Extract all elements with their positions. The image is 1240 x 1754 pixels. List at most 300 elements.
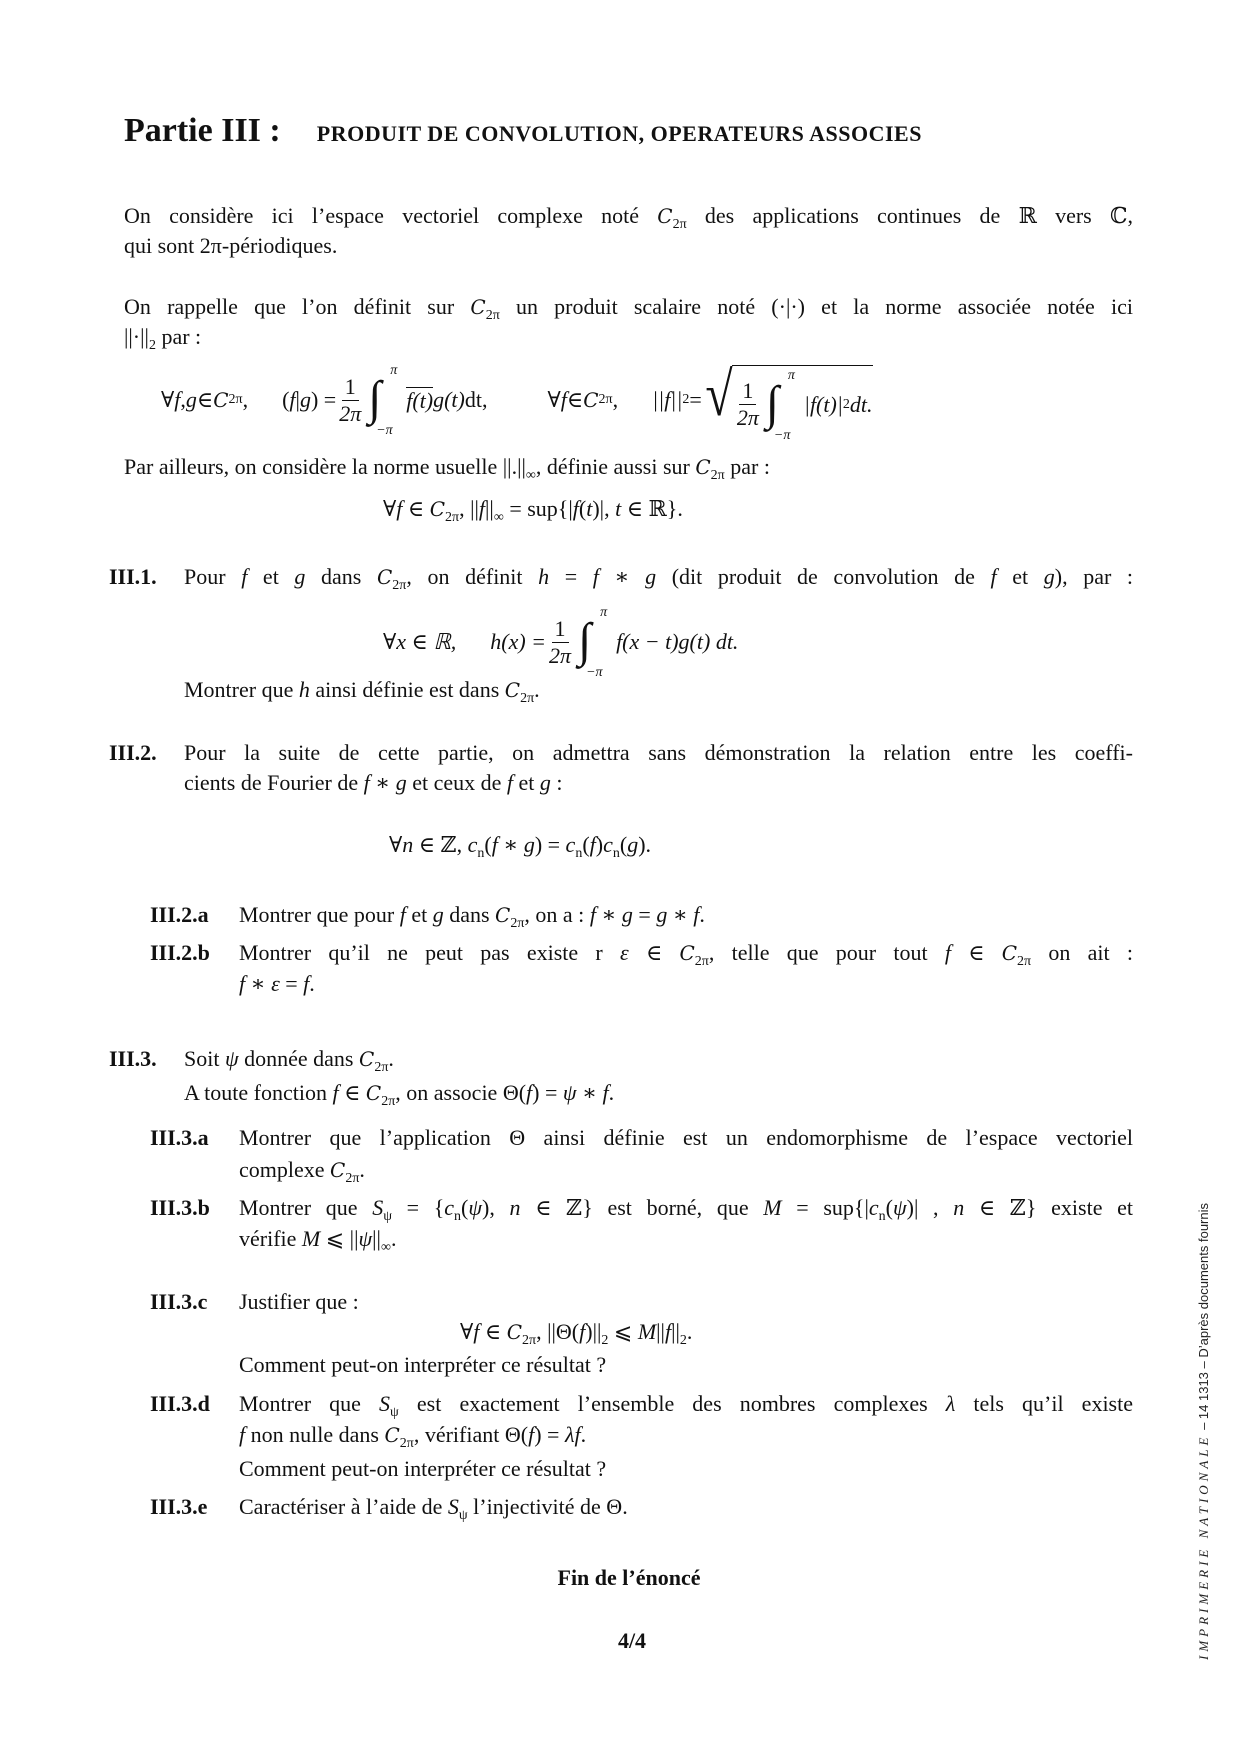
text-line-q2a — [184, 738, 1133, 768]
math-i: f — [478, 496, 486, 521]
text: = sup{| — [503, 496, 573, 521]
text: vérifie — [239, 1226, 302, 1251]
text: ) = — [534, 1422, 565, 1447]
f3-lhs: h(x) = — [490, 629, 547, 654]
integral-sign: π ∫ −π — [368, 363, 398, 438]
math-i: f — [579, 1319, 586, 1344]
math-i: S — [372, 1195, 384, 1220]
math-i: f — [303, 971, 310, 996]
text: Justifier que : — [239, 1289, 359, 1314]
text: = — [279, 971, 304, 996]
text: ) = — [534, 832, 566, 857]
math-i: f — [572, 496, 579, 521]
text-line-q3aa — [239, 1123, 1133, 1153]
math-i: f — [241, 564, 248, 589]
math-i: f — [589, 832, 596, 857]
text-line-q3b — [184, 1078, 614, 1108]
math-sub: 2π — [672, 217, 687, 231]
f1-g: g — [185, 387, 197, 412]
math-i: M — [637, 1319, 657, 1344]
text: ⩽ — [608, 1319, 638, 1344]
text: ∗ — [245, 971, 272, 996]
text: = sup{| — [781, 1195, 869, 1220]
text: Comment peut-on interpréter ce résultat ? — [239, 1352, 607, 1377]
text: ∈ ℤ} existe et — [964, 1195, 1133, 1220]
label-III-3-b: III.3.b — [150, 1195, 210, 1220]
text: . — [686, 1319, 693, 1344]
denominator: 2π — [736, 405, 759, 430]
text-line-f4 — [389, 830, 651, 860]
math-cal: C — [506, 1320, 523, 1344]
text: ∀ — [389, 832, 403, 857]
math-i: g — [294, 564, 306, 589]
text: Pour la suite de cette partie, on admettra sans démonstration la relation entre les coeffi- — [184, 740, 1133, 765]
text: ainsi définie est dans — [309, 677, 505, 702]
math-i: M — [301, 1226, 321, 1251]
f1-dt2: dt. — [849, 391, 873, 417]
text: ∈ ℤ, — [413, 832, 468, 857]
label-III-2-a: III.2.a — [150, 902, 209, 927]
text: || — [485, 496, 494, 521]
text: et — [247, 564, 295, 589]
fraction — [737, 378, 759, 431]
text-line-q1a — [184, 562, 1133, 592]
upper-bound: π — [600, 605, 608, 620]
f3-lead: ∀x ∈ ℝ, — [383, 629, 457, 654]
label-III-3-e: III.3.e — [150, 1494, 208, 1519]
f1-lhs-f: f — [289, 387, 296, 412]
text-line-q2ba — [239, 938, 1133, 968]
text: A toute fonction — [184, 1080, 333, 1105]
text: ) = — [532, 1080, 563, 1105]
math-i: f — [399, 902, 406, 927]
math-sub: 2π — [510, 916, 525, 931]
math-sub: n — [454, 1209, 462, 1223]
math-i: n — [953, 1195, 965, 1220]
convolution-formula — [383, 602, 738, 682]
text: . — [608, 1080, 615, 1105]
math-sub: ∞ — [493, 510, 504, 525]
text: dans — [443, 902, 496, 927]
text: un produit scalaire noté (·|·) et la norme associée notée ici — [499, 294, 1133, 319]
text: , on a : — [524, 902, 590, 927]
math-i: h — [538, 564, 550, 589]
math-i: c — [467, 832, 478, 857]
text: ∈ — [628, 940, 680, 965]
text: tels qu’il existe — [955, 1391, 1133, 1416]
math-sub: 2 — [148, 338, 156, 353]
math-i: g — [523, 832, 535, 857]
math-cal: C — [679, 941, 695, 965]
text: ( — [619, 832, 628, 857]
math-i: ε — [271, 971, 280, 996]
f1-forall2: ∀ — [547, 387, 561, 412]
f1-f2: f — [560, 387, 567, 412]
math-i: f — [396, 496, 403, 521]
text-line-q3ba — [239, 1193, 1133, 1223]
math-i: ε — [620, 940, 629, 965]
text: )| , — [906, 1195, 954, 1220]
text: , on définit — [406, 564, 539, 589]
text: ( — [484, 832, 492, 857]
text: ∗ — [576, 1080, 603, 1105]
fraction — [339, 374, 361, 427]
math-i: t — [586, 496, 593, 521]
text: cients de Fourier de — [184, 770, 364, 795]
math-i: g — [539, 770, 551, 795]
text: ( — [461, 1195, 469, 1220]
math-sub: 2π — [445, 510, 460, 525]
math-cal: C — [359, 1047, 375, 1071]
lower-bound: −π — [586, 665, 603, 680]
text-line-f2 — [383, 494, 683, 524]
conjugate-f: f(t) — [406, 387, 434, 413]
text: Montrer qu’il ne peut pas existe r — [239, 940, 621, 965]
text: ⩽ || — [320, 1226, 359, 1251]
text: ∈ ℤ} est borné, que — [520, 1195, 764, 1220]
math-cal: C — [495, 903, 511, 927]
f1-lhs-open: ( — [282, 387, 290, 412]
text: , ||Θ( — [536, 1319, 580, 1344]
text-line-p1b — [124, 231, 337, 261]
text: , on associe Θ( — [395, 1080, 527, 1105]
math-cal: C — [1001, 941, 1018, 965]
text-line-q3db — [239, 1420, 586, 1450]
text: des applications continues de ℝ vers ℂ, — [686, 203, 1133, 228]
f1-sub: 2π — [228, 392, 243, 407]
label-III-3: III.3. — [109, 1046, 157, 1071]
text-line-p3 — [124, 452, 770, 482]
text: || — [671, 1319, 680, 1344]
math-sub: ψ — [383, 1209, 392, 1223]
text-line-q3cf — [460, 1317, 692, 1347]
denominator: 2π — [339, 400, 362, 426]
math-i: f — [473, 1319, 480, 1344]
math-sub: 2π — [694, 954, 709, 968]
text: ( — [885, 1195, 893, 1220]
text: , définie aussi sur — [535, 454, 696, 479]
text: ∈ — [479, 1319, 507, 1344]
math-i: f — [332, 1080, 339, 1105]
text: ( — [582, 832, 590, 857]
math-cal: C — [695, 455, 711, 479]
math-i: f — [693, 902, 700, 927]
text-line-q2b — [184, 768, 563, 798]
integral-sign: π ∫ −π — [578, 605, 608, 680]
text: Montrer que — [239, 1391, 380, 1416]
text: Comment peut-on interpréter ce résultat ? — [239, 1456, 607, 1481]
text: Pour — [184, 564, 242, 589]
text: Caractériser à l’aide de — [239, 1494, 448, 1519]
math-i: n — [402, 832, 414, 857]
math-sub: 2π — [374, 1060, 389, 1075]
text: ∀ — [460, 1319, 474, 1344]
label-III-2: III.2. — [109, 740, 157, 765]
text: qui sont 2π-périodiques. — [124, 233, 338, 258]
math-sub: ψ — [458, 1508, 468, 1523]
math-i: ψ — [562, 1080, 577, 1105]
math-sub: n — [878, 1209, 886, 1223]
math-i: g — [656, 902, 668, 927]
text-line-q3cb — [239, 1350, 606, 1380]
math-sub: n — [477, 846, 485, 861]
f1-in: ∈ — [196, 387, 214, 412]
text: . — [699, 902, 705, 927]
text: ), — [482, 1195, 510, 1220]
text: (dit produit de convolution de — [656, 564, 991, 589]
numerator: 1 — [739, 378, 756, 405]
imprint-name: IMPRIMERIE NATIONALE — [1196, 1433, 1211, 1660]
math-cal: C — [657, 204, 673, 228]
math-sub: ∞ — [525, 468, 536, 483]
math-i: c — [565, 832, 576, 857]
square-root: √ $\frac{1}{2\pi}$ π ∫ −π |f(t)| 2 dt. — [705, 360, 873, 443]
text-line-p2a — [124, 292, 1133, 322]
text: Montrer que l’application Θ ainsi définie est un endomorphisme de l’espace vectoriel — [239, 1125, 1133, 1150]
math-sub: 2π — [392, 578, 407, 592]
text: , vérifiant Θ( — [413, 1422, 529, 1447]
f1-f: f — [174, 387, 181, 412]
label-III-1: III.1. — [109, 564, 157, 589]
text: )|| — [585, 1319, 602, 1344]
text: ) — [595, 832, 604, 857]
text: ∗ — [595, 902, 622, 927]
text: ∈ — [402, 496, 430, 521]
math-i: f — [990, 564, 997, 589]
text: l’injectivité de Θ. — [467, 1494, 628, 1519]
math-cal: C — [330, 1158, 346, 1182]
math-i: λf — [564, 1422, 581, 1447]
math-i: ψ — [358, 1226, 373, 1251]
text: , telle que pour tout — [708, 940, 945, 965]
label-III-2-b: III.2.b — [150, 940, 210, 965]
f1-sq: 2 — [842, 396, 850, 412]
math-sub: 2 — [679, 1333, 687, 1348]
text: dans — [305, 564, 377, 589]
math-i: ψ — [224, 1046, 239, 1071]
text-line-p1a — [124, 201, 1133, 231]
text: ∗ — [667, 902, 694, 927]
math-sub: n — [612, 846, 620, 861]
end-of-statement: Fin de l’énoncé — [557, 1565, 701, 1590]
math-i: g — [645, 564, 657, 589]
numerator: 1 — [552, 616, 569, 643]
f1-sub2: 2π — [598, 392, 613, 407]
upper-bound: π — [787, 367, 795, 383]
f1-normsub: 2 — [682, 392, 690, 407]
math-i: f — [239, 971, 246, 996]
f1-gt: g(t) — [433, 387, 465, 412]
math-sub: 2π — [345, 1171, 360, 1186]
math-sub: n — [575, 846, 583, 861]
math-sub: ψ — [390, 1405, 399, 1419]
label-III-3-d: III.3.d — [150, 1391, 210, 1416]
text: . — [390, 1226, 397, 1251]
math-i: g — [432, 902, 444, 927]
f1-dt: dt, — [464, 387, 488, 412]
math-i: f — [592, 564, 599, 589]
math-i: h — [298, 677, 310, 702]
math-i: f — [239, 1422, 246, 1447]
text-line-q3dc — [239, 1454, 606, 1484]
math-i: f — [528, 1422, 535, 1447]
f1-in2: ∈ — [566, 387, 584, 412]
f1-lhs-g: g — [299, 387, 311, 412]
math-cal: C — [429, 497, 446, 521]
math-i: f — [363, 770, 370, 795]
lower-bound: −π — [376, 423, 393, 438]
text: = — [549, 564, 593, 589]
text: Montrer que pour — [239, 902, 400, 927]
text-line-q2bb — [239, 969, 315, 999]
math-i: M — [763, 1195, 782, 1220]
text: = { — [391, 1195, 445, 1220]
upper-bound: π — [390, 363, 398, 378]
text: . — [580, 1422, 587, 1447]
math-cal: C — [384, 1423, 400, 1447]
text: ∗ — [497, 832, 524, 857]
text: et — [996, 564, 1044, 589]
math-i: f — [491, 832, 498, 857]
math-cal: C — [365, 1081, 382, 1105]
text: . — [359, 1157, 365, 1182]
math-sub: 2π — [710, 468, 725, 483]
text-line-q3ab — [239, 1155, 365, 1185]
text: on ait : — [1031, 940, 1133, 965]
text-line-q3a — [184, 1044, 394, 1074]
part-number: Partie III : — [124, 112, 281, 149]
text: On considère ici l’espace vectoriel complexe noté — [124, 203, 658, 228]
math-sub: 2 — [601, 1333, 609, 1348]
text: . — [388, 1046, 394, 1071]
text: )|, — [592, 496, 616, 521]
math-i: f — [526, 1080, 533, 1105]
math-i: f — [602, 1080, 609, 1105]
math-i: f — [589, 902, 596, 927]
text: || — [372, 1226, 381, 1251]
text: par : — [155, 324, 202, 349]
label-III-3-c: III.3.c — [150, 1289, 208, 1314]
label-III-3-a: III.3.a — [150, 1125, 209, 1150]
math-i: g — [621, 902, 633, 927]
f3-body: f(x − t)g(t) dt. — [616, 629, 739, 654]
text: . — [534, 677, 540, 702]
math-sub: 2π — [485, 308, 500, 322]
text: Soit — [184, 1046, 225, 1071]
text-line-q3ea — [239, 1492, 628, 1522]
text-line-q3bb — [239, 1224, 396, 1254]
text-line-q3ca — [239, 1287, 359, 1317]
f1-comma: , — [180, 387, 186, 412]
math-cal: C — [376, 565, 393, 589]
math-sub: 2π — [381, 1094, 396, 1109]
math-i: c — [868, 1195, 879, 1220]
text-line-p2b — [124, 322, 201, 352]
math-cal: C — [470, 295, 486, 319]
math-i: ψ — [468, 1195, 483, 1220]
text: et ceux de — [406, 770, 507, 795]
math-cal: C — [504, 678, 521, 702]
lower-bound: −π — [773, 427, 791, 443]
text: : — [550, 770, 563, 795]
math-sub: 2π — [522, 1333, 537, 1348]
text-line-q2aa — [239, 900, 705, 930]
text: , || — [459, 496, 479, 521]
f1-norm: ||f|| — [652, 387, 683, 412]
printer-imprint — [1196, 1203, 1212, 1660]
f1-C2: C — [583, 388, 599, 412]
page-number: 4/4 — [617, 1628, 647, 1653]
text: Montrer que — [184, 677, 299, 702]
math-sub: ∞ — [380, 1240, 391, 1255]
part-heading: PRODUIT DE CONVOLUTION, OPERATEURS ASSOCIES — [316, 121, 922, 146]
math-i: c — [444, 1195, 455, 1220]
f1-eq: = — [689, 387, 702, 412]
math-i: g — [1043, 564, 1055, 589]
text: ). — [638, 832, 652, 857]
text: ∈ ℝ}. — [621, 496, 683, 521]
text: ( — [578, 496, 587, 521]
numerator: 1 — [342, 374, 359, 401]
math-i: S — [379, 1391, 391, 1416]
text: complexe — [239, 1157, 331, 1182]
text: ), par : — [1054, 564, 1133, 589]
math-i: g — [627, 832, 639, 857]
text: = — [632, 902, 657, 927]
text: ∈ — [338, 1080, 366, 1105]
f1-C: C — [213, 388, 229, 412]
f1-abs: |f(t)| — [803, 391, 843, 417]
integral-sign: π ∫ −π — [765, 367, 795, 443]
text: et — [405, 902, 433, 927]
math-i: S — [447, 1494, 459, 1519]
text-line-q3da — [239, 1389, 1133, 1419]
text: Montrer que — [239, 1195, 373, 1220]
math-i: f — [506, 770, 513, 795]
text: est exactement l’ensemble des nombres complexes — [398, 1391, 946, 1416]
text: ∈ — [950, 940, 1002, 965]
denominator: 2π — [549, 642, 572, 668]
math-sub: 2π — [1017, 954, 1032, 968]
f1-forall: ∀ — [161, 387, 175, 412]
math-sub: 2π — [520, 691, 535, 706]
text: et — [512, 770, 540, 795]
fraction — [549, 616, 571, 669]
text: non nulle dans — [245, 1422, 385, 1447]
math-i: t — [615, 496, 622, 521]
math-i: n — [509, 1195, 521, 1220]
text: ∗ — [369, 770, 396, 795]
math-i: f — [944, 940, 951, 965]
imprint-reference: – 14 1313 – D’après documents fournis — [1196, 1203, 1211, 1434]
text: On rappelle que l’on définit sur — [124, 294, 471, 319]
scalar-product-formula: ∀ f , g ∈ C 2π , ( f | g ) = $\frac{1}{2\pi}$ π ∫ −π f(t) g(t) dt, ∀ f ∈ C 2π , ||f|| 2 = √ $\frac{1}{2\pi}$ π ∫ −π |f(t)| 2 dt. — [161, 360, 873, 440]
text: . — [309, 971, 315, 996]
math-i: λ — [945, 1391, 956, 1416]
text: ||·|| — [124, 324, 149, 349]
f1-bar: | — [295, 387, 300, 412]
text: Par ailleurs, on considère la norme usuelle ||.|| — [124, 454, 526, 479]
math-i: f — [664, 1319, 672, 1344]
math-i: ψ — [892, 1195, 907, 1220]
math-i: g — [395, 770, 407, 795]
f1-lhs-close: ) = — [310, 387, 337, 412]
math-i: c — [603, 832, 613, 857]
text: ∀ — [383, 496, 397, 521]
math-sub: 2π — [399, 1436, 414, 1451]
text: ∗ — [598, 564, 646, 589]
text: donnée dans — [238, 1046, 359, 1071]
